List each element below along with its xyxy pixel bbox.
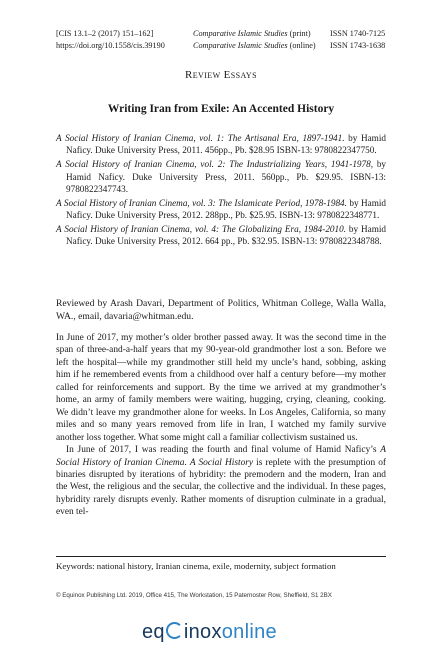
journal-online-tag: (online) (289, 41, 316, 50)
issn-online: ISSN 1743-1638 (330, 41, 386, 50)
citation: [CIS 13.1–2 (2017) 151–162] (56, 29, 154, 38)
keywords: Keywords: national history, Iranian cinema, exile, modernity, subject formation (56, 561, 336, 571)
reference-list (56, 132, 386, 249)
article-body (56, 332, 386, 519)
issn-block (330, 28, 385, 52)
issn-print: ISSN 1740-7125 (330, 29, 386, 38)
article-title: Writing Iran from Exile: An Accented History (107, 103, 335, 115)
journal-print: Comparative Islamic Studies (193, 29, 288, 38)
journal-print-tag: (print) (289, 29, 311, 38)
paragraph: In June of 2017, my mother’s older brother passed away. It was the second time in the span of three-and-a-half years that my 90-year-old grandmother lost a son. Before we left the hospital—while my grandmother still held my uncle’s hand, sobbing, asking him if he remembered events from a childhood over half a century before—my mother called for reinforcements and support. By the time we arrived at my grandmother’s home, an army of family members were waiting, hugging, crying, cleaning, cooking. We didn’t leave my grandmother alone for weeks. In Los Angeles, California, so many miles and so many years removed from life in Iran, I watched my family survive another loss together. What some might call a familiar collectivism sustained us. (56, 333, 386, 443)
publisher-logo[interactable]: eq inoxonline (142, 621, 277, 643)
journal-online: Comparative Islamic Studies (193, 41, 288, 50)
section-title: Review Essays (185, 69, 257, 81)
reference-item: A Social History of Iranian Cinema, vol. 4: The Globalizing Era, 1984-2010. by Hamid Naficy. Duke University Press, 2012. 664 pp., Pb. $32.95. ISBN-13: 9780822348788. (56, 224, 386, 247)
journal-block (193, 28, 316, 52)
divider (56, 556, 386, 557)
reference-item: A Social History of Iranian Cinema, vol. 1: The Artisanal Era, 1897-1941. by Hamid Naficy. Duke University Press, 2011. 456pp., Pb. $28.95 ISBN-13: 9780822347750. (56, 133, 386, 156)
citation-block (56, 28, 165, 52)
logo-swirl-icon (166, 622, 183, 639)
reference-item: A Social History of Iranian Cinema, vol. 2: The Industrializing Years, 1941-1978, by Hamid Naficy. Duke University Press, 2011. 560pp., Pb. $29.95. ISBN-13: 9780822347743. (56, 159, 387, 195)
reference-item: A Social History of Iranian Cinema, vol. 3: The Islamicate Period, 1978-1984. by Hamid Naficy. Duke University Press, 2012. 288pp., Pb. $25.95. ISBN-13: 9780822348771. (56, 197, 387, 221)
paragraph: In June of 2017, I was reading the fourth and final volume of Hamid Naficy’s A Social History of Iranian Cinema. A Social History is replete with the presumption of binaries disrupted by iterations of hybridity: the premodern and the modern, Iran and the West, the religious and the secular, the collective and the individual. In these pages, hybridity rarely disrupts evenly. Rather moments of disruption culminate in a gradual, even tel- (56, 445, 387, 518)
reviewer-info: Reviewed by Arash Davari, Department of Politics, Whitman College, Walla Walla, WA., email, davaria@whitman.edu. (56, 298, 386, 322)
copyright: © Equinox Publishing Ltd. 2019, Office 415, The Workstation, 15 Paternoster Row, Sheffield, S1 2BX (56, 592, 332, 599)
doi-link[interactable]: https://doi.org/10.1558/cis.39190 (56, 41, 165, 50)
